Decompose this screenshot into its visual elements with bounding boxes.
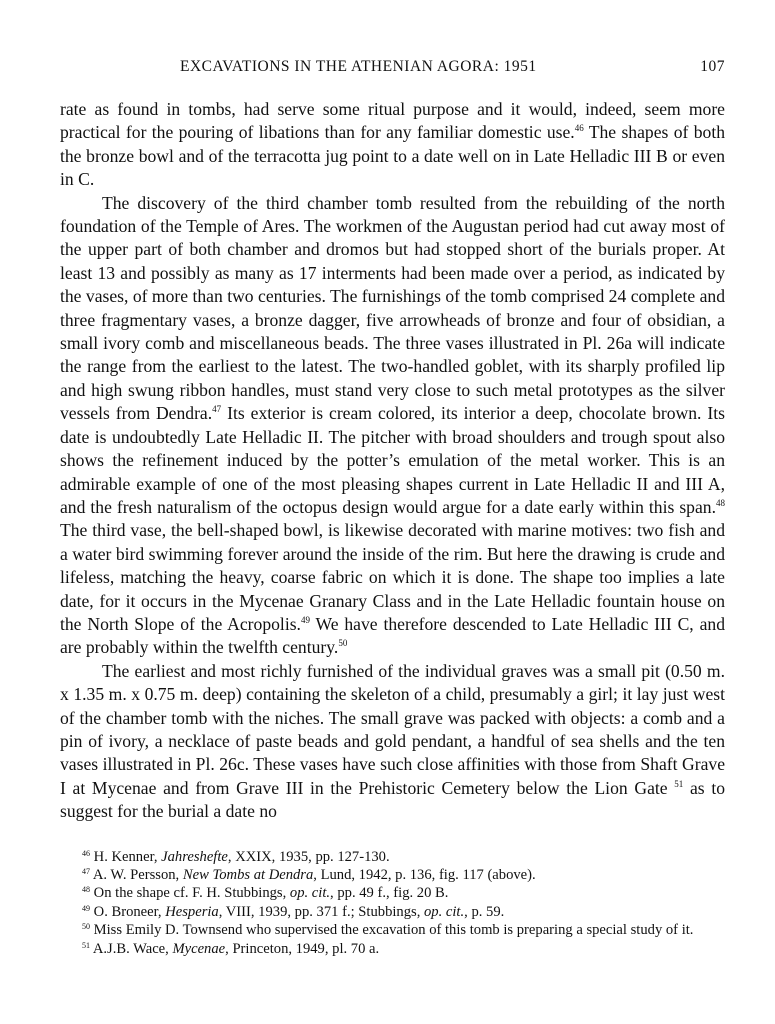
footnote-ref-46: 46	[574, 123, 584, 134]
footnote-title: New Tombs at Dendra	[182, 867, 314, 883]
footnote-number: 50	[82, 922, 90, 932]
footnote-title: Mycenae	[172, 940, 226, 957]
page-number: 107	[700, 58, 725, 75]
footnote-title: Hesperia	[165, 903, 219, 920]
footnote-text: H. Kenner,	[93, 848, 162, 865]
paragraph-2	[60, 192, 725, 660]
footnote-number: 46	[82, 848, 90, 858]
footnote-text: A.J.B. Wace,	[92, 940, 173, 957]
footnote-text: Miss Emily D. Townsend who supervised the excavation of this tomb is preparing a special study of it.	[93, 922, 694, 939]
text-run: Its exterior is cream colored, its interior a deep, chocolate brown. Its date is undoubtedly Late Helladic II. The pitcher with broad shoulders and trough spout also shows the refinement induced by the potter’s emulation of the metal worker. This is an admirable example of one of the most pleasing shapes current in Late Helladic II and III A, and the fresh naturalism of the octopus design would argue for a date early within this span.	[60, 403, 725, 517]
footnote-text: , Princeton, 1949, pl. 70 a.	[225, 940, 380, 957]
footnote-text: , VIII, 1939, pp. 371 f.; Stubbings,	[218, 903, 424, 920]
footnote-text: On the shape cf. F. H. Stubbings,	[93, 885, 290, 902]
running-title: EXCAVATIONS IN THE ATHENIAN AGORA: 1951	[180, 58, 537, 75]
footnote-text: O. Broneer,	[93, 903, 166, 920]
footnote-title: op. cit.	[424, 903, 465, 920]
footnote-number: 47	[82, 867, 90, 876]
text-run: The shapes of both the bronze bowl and of the terracotta jug point to a date well on in Late Helladic III B or even in C.	[60, 122, 726, 190]
footnote-text: , p. 59.	[464, 903, 505, 920]
footnote-47	[60, 866, 725, 884]
footnote-number: 51	[82, 940, 90, 950]
footnote-51	[60, 940, 725, 958]
footnote-title: Jahreshefte	[161, 848, 228, 865]
text-run: rate as found in tombs, had serve some ritual purpose and it would, indeed, seem more practical for the pouring of libations than for any familiar domestic use.	[60, 99, 725, 143]
text-run: The earliest and most richly furnished of the individual graves was a small pit (0.50 m. x 1.35 m. x 0.75 m. deep) containing the skeleton of a child, presumably a girl; it lay just west of the chamber tomb with the niches. The small grave was packed with objects: a comb and a pin of ivory, a necklace of paste beads and gold pendant, a handful of sea shells and the ten vases illustrated in Pl. 26c. These vases have such close affinities with those from Shaft Grave I at Mycenae and from Grave III in the Prehistoric Cemetery below the Lion Gate	[60, 660, 725, 798]
footnote-number: 48	[82, 885, 90, 895]
footnote-text: , Lund, 1942, p. 136, fig. 117 (above).	[313, 867, 536, 883]
body-text	[60, 98, 725, 824]
footnote-ref-49: 49	[300, 614, 310, 625]
paragraph-3	[60, 660, 725, 824]
paragraph-1	[60, 98, 725, 192]
text-run: We have therefore descended to Late Helladic III C, and are probably within the twelfth century.	[60, 613, 725, 658]
footnotes	[60, 848, 725, 958]
running-head	[60, 58, 725, 82]
footnote-49	[60, 903, 725, 921]
footnote-50	[60, 921, 725, 939]
text-run: The discovery of the third chamber tomb resulted from the rebuilding of the north foundation of the Temple of Ares. The workmen of the Augustan period had cut away most of the upper part of both chamber and dromos but had stopped short of the burials proper. At least 13 and possibly as many as 17 interments had been made over a period, as indicated by the vases, of more than two centuries. The furnishings of the tomb comprised 24 complete and three fragmentary vases, a bronze dagger, five arrowheads of bronze and four of obsidian, a small ivory comb and miscellaneous beads. The three vases illustrated in Pl. 26a will indicate the range from the earliest to the latest. The two-handled goblet, with its sharply profiled lip and high swung ribbon handles, must stand very close to such metal prototypes as the silver vessels from Dendra.	[60, 192, 725, 424]
footnote-46	[60, 848, 725, 866]
footnote-number: 49	[82, 903, 90, 913]
text-run: The third vase, the bell-shaped bowl, is likewise decorated with marine motives: two fish and a water bird swimming forever around the inside of the rim. But here the drawing is crude and lifeless, matching the heavy, coarse fabric on which it is done. The shape too implies a late date, for it occurs in the Mycenae Granary Class and in the Late Helladic fountain house on the North Slope of the Acropolis.	[60, 520, 725, 634]
page	[60, 58, 725, 958]
text-run: as to suggest for the burial a date no	[60, 777, 726, 822]
footnote-ref-50: 50	[338, 638, 348, 649]
footnote-ref-48: 48	[716, 497, 725, 508]
footnote-text: , XXIX, 1935, pp. 127-130.	[227, 848, 390, 865]
footnote-ref-47: 47	[212, 404, 222, 415]
footnote-text: , pp. 49 f., fig. 20 B.	[330, 885, 449, 902]
footnote-ref-51: 51	[674, 778, 684, 789]
footnote-title: op. cit.	[289, 885, 331, 902]
footnote-text: A. W. Persson,	[92, 867, 183, 883]
footnote-48	[60, 884, 725, 902]
